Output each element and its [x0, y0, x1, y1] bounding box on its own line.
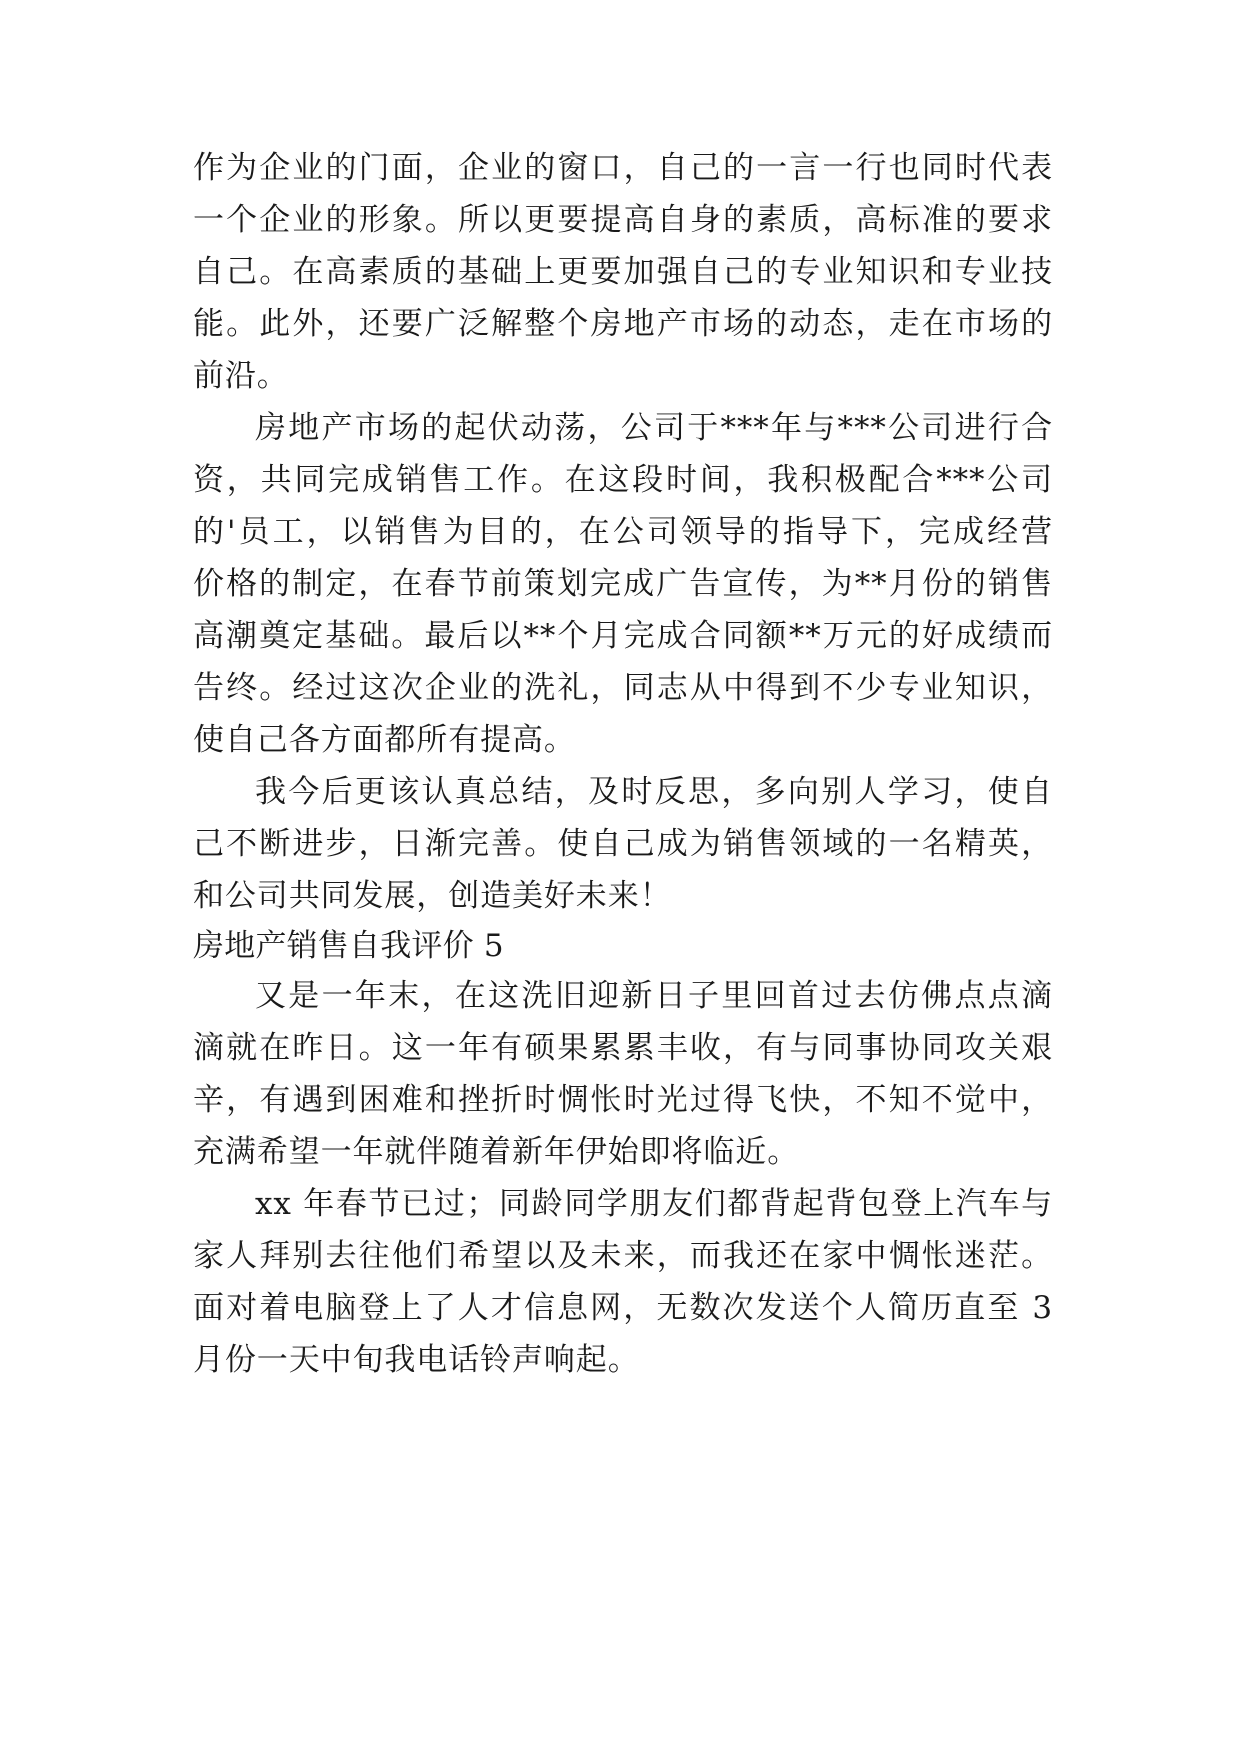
text-line: 月份一天中旬我电话铃声响起。	[193, 1342, 640, 1378]
text-line: 作为企业的门面，企业的窗口，自己的一言一行也同时代表	[193, 150, 1053, 186]
text-line: 己不断进步，日渐完善。使自己成为销售领域的一名精英，	[193, 826, 1053, 862]
text-line: 高潮奠定基础。最后以**个月完成合同额**万元的好成绩而	[193, 618, 1053, 654]
text-line: 的'员工，以销售为目的，在公司领导的指导下，完成经营	[193, 514, 1053, 550]
text-line: 我今后更该认真总结，及时反思，多向别人学习，使自	[255, 774, 1053, 810]
text-line: 滴就在昨日。这一年有硕果累累丰收，有与同事协同攻关艰	[193, 1030, 1053, 1066]
text-line: xx 年春节已过；同龄同学朋友们都背起背包登上汽车与	[255, 1186, 1053, 1222]
text-line: 一个企业的形象。所以更要提高自身的素质，高标准的要求	[193, 202, 1053, 238]
text-line: 又是一年末，在这洗旧迎新日子里回首过去仿佛点点滴	[255, 978, 1053, 1014]
section-heading: 房地产销售自我评价 5	[193, 928, 504, 964]
text-line: 房地产市场的起伏动荡，公司于***年与***公司进行合	[255, 410, 1053, 446]
text-line: 充满希望一年就伴随着新年伊始即将临近。	[193, 1134, 800, 1170]
text-line: 能。此外，还要广泛解整个房地产市场的动态，走在市场的	[193, 306, 1053, 342]
text-line: 家人拜别去往他们希望以及未来，而我还在家中惆怅迷茫。	[193, 1238, 1053, 1274]
text-line: 资，共同完成销售工作。在这段时间，我积极配合***公司	[193, 462, 1053, 498]
text-line: 和公司共同发展，创造美好未来！	[193, 878, 672, 914]
text-line: 前沿。	[193, 358, 289, 394]
text-line: 辛，有遇到困难和挫折时惆怅时光过得飞快，不知不觉中，	[193, 1082, 1053, 1118]
text-line: 告终。经过这次企业的洗礼，同志从中得到不少专业知识，	[193, 670, 1053, 706]
text-line: 价格的制定，在春节前策划完成广告宣传，为**月份的销售	[193, 566, 1053, 602]
text-line: 面对着电脑登上了人才信息网，无数次发送个人简历直至 3	[193, 1290, 1053, 1326]
text-line: 使自己各方面都所有提高。	[193, 722, 576, 758]
text-line: 自己。在高素质的基础上更要加强自己的专业知识和专业技	[193, 254, 1053, 290]
